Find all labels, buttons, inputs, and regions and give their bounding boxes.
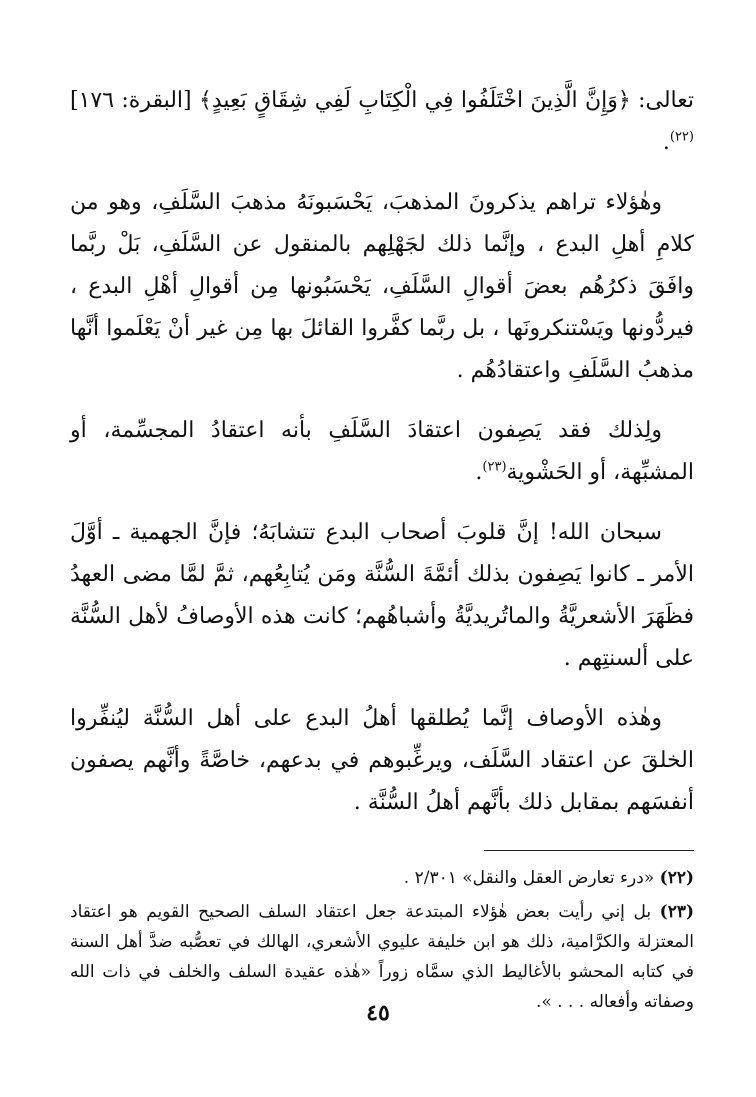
- footnote-ref-23[interactable]: (٢٣): [482, 459, 507, 475]
- paragraph-2-text: وهٰؤلاء تراهم يذكرونَ المذهبَ، يَحْسَبونَهُ مذهبَ السَّلَفِ، وهو من كلامِ أهلِ البدع ، وإنَّما ذلك لجَهْلِهم بالمنقول عن السَّلَفِ، بَلْ ربَّما وافَقَ ذكرُهُم بعضَ أقوالِ السَّلَفِ، يَحْسَبُونها مِن أقوالِ أهْلِ البدع ، فيردُّونها ويَسْتنكرونَها ، بل ربَّما كفَّروا القائلَ بها مِن غير أنْ يَعْلَموا أنَّها مذهبُ السَّلَفِ واعتقادُهُم .: [70, 190, 694, 383]
- paragraph-5: [70, 698, 694, 824]
- footnote-23: [70, 897, 694, 1017]
- paragraph-2: [70, 182, 694, 392]
- paragraph-4-text: سبحان الله! إنَّ قلوبَ أصحاب البدع تتشابَهُ؛ فإنَّ الجهمية ـ أوَّلَ الأمر ـ كانوا يَصِفون بذلك أئمَّةَ السُّنَّة ومَن يُتابِعُهم، ثمَّ لمَّا مضى العهدُ فظَهَرَ الأشعريَّةُ والماتُريديَّةُ وأشباهُهم؛ كانت هذه الأوصافُ لأهل السُّنَّة على ألسنتِهم .: [70, 520, 694, 671]
- paragraph-5-text: وهٰذه الأوصاف إنَّما يُطلقها أهلُ البدع على أهل السُّنَّة ليُنفِّروا الخلقَ عن اعتقاد السَّلَف، ويرغِّبوهم في بدعهم، خاصَّةً وأنَّهم يصفون أنفسَهم بمقابل ذلك بأنَّهم أهلُ السُّنَّة .: [70, 706, 694, 815]
- footnote-22-text: «درء تعارض العقل والنقل» ٢/٣٠١ .: [403, 868, 655, 888]
- footnote-22: [70, 863, 694, 893]
- paragraph-1-text: تعالى: ﴿وَإِنَّ الَّذِينَ اخْتَلَفُوا فِي الْكِتَابِ لَفِي شِقَاقٍ بَعِيدٍ﴾ [البقرة: ١٧٦]: [70, 88, 694, 113]
- page-number: ٤٥: [366, 1000, 390, 1026]
- paragraph-4: [70, 512, 694, 680]
- footnotes: [70, 863, 694, 1017]
- footnote-23-number: (٢٣): [659, 902, 694, 922]
- paragraph-3: [70, 410, 694, 494]
- paragraph-3-tail: .: [475, 460, 483, 485]
- paragraph-1: [70, 80, 694, 164]
- footnote-23-text: بل إني رأيت بعض هٰؤلاء المبتدعة جعل اعتقاد السلف الصحيح القويم هو اعتقاد المعتزلة والكرَّامية، ذلك هو ابن خليفة عليوي الأشعري، الهالك في تعصُّبه ضدَّ أهل السنة في كتابه المحشو بالأغاليط الذي سمَّاه زوراً «هٰذه عقيدة السلف والخلف في ذات الله وصفاته وأفعاله . . . ».: [70, 902, 694, 1012]
- paragraph-3-text: ولِذلك فقد يَصِفون اعتقادَ السَّلَفِ بأنه اعتقادُ المجسِّمة، أو المشبِّهة، أو الحَشْوية: [70, 418, 694, 485]
- footnote-ref-22[interactable]: (٢٢): [669, 129, 694, 145]
- paragraph-1-tail: .: [662, 130, 670, 155]
- page-body: [70, 80, 694, 1021]
- footnote-divider: [484, 850, 694, 851]
- footnote-22-number: (٢٢): [659, 868, 694, 888]
